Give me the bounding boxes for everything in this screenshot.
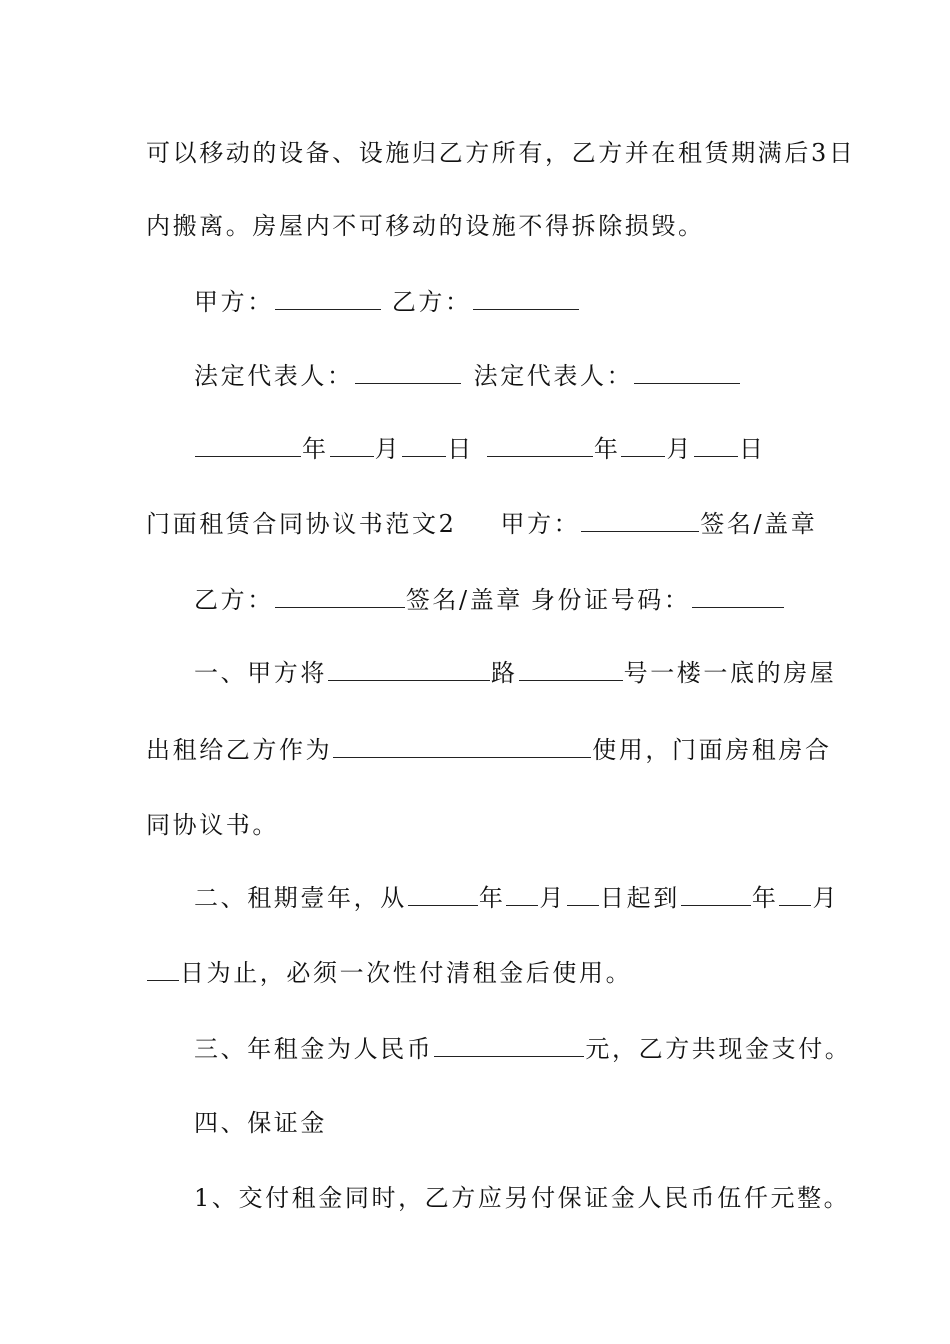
party-b-label: 乙方： [391, 288, 472, 316]
end-month-blank [779, 883, 811, 906]
year-label: 年 [478, 884, 506, 912]
clause-2-line-1 [194, 883, 839, 913]
clause-4-title: 四、保证金 [194, 1109, 327, 1137]
clause-1-line-1 [194, 658, 836, 688]
party-a-blank [581, 509, 699, 532]
sign-seal-label: 签名/盖章 [700, 510, 818, 538]
month-blank [621, 434, 665, 457]
paragraph-text: 可以移动的设备、设施归乙方所有，乙方并在租赁期满后3日 [146, 139, 856, 167]
signature-line-representatives [194, 361, 741, 391]
month-label: 月 [374, 435, 402, 463]
day-blank [402, 434, 446, 457]
id-number-blank [692, 585, 784, 608]
year-blank [487, 434, 593, 457]
year-label: 年 [593, 435, 621, 463]
party-b-blank [473, 287, 579, 310]
rep-b-blank [634, 361, 740, 384]
signature-line-dates [194, 434, 766, 464]
clause-2-prefix: 二、租期壹年，从 [194, 884, 407, 912]
clause-2-line2-suffix: 日为止，必须一次性付清租金后使用。 [180, 959, 633, 987]
month-blank [330, 434, 374, 457]
rent-amount-blank [434, 1034, 584, 1057]
number-blank [519, 658, 623, 681]
clause-1-line-3 [146, 810, 279, 840]
clause-1-line2-suffix: 使用，门面房租房合 [592, 736, 832, 764]
rep-b-label: 法定代表人： [473, 362, 634, 390]
party-b-line [194, 585, 785, 615]
month-label: 月 [666, 435, 694, 463]
contract-title-line [146, 509, 817, 539]
day-label: 日 [447, 435, 474, 463]
signature-line-parties [194, 287, 580, 317]
party-b-label: 乙方： [194, 586, 274, 614]
contract-title: 门面租赁合同协议书范文2 [146, 510, 457, 538]
year-blank [195, 434, 301, 457]
road-label: 路 [491, 659, 518, 687]
day-label: 日 [739, 435, 766, 463]
clause-1-prefix: 一、甲方将 [194, 659, 327, 687]
sign-seal-label: 签名/盖章 [405, 586, 523, 614]
clause-1-suffix: 号一楼一底的房屋 [623, 659, 837, 687]
clause-4-1-text: 1、交付租金同时，乙方应另付保证金人民币伍仟元整。 [194, 1184, 851, 1212]
paragraph-line [146, 211, 705, 241]
clause-3-suffix: 元，乙方共现金支付。 [585, 1035, 852, 1063]
clause-1-line3: 同协议书。 [146, 811, 279, 839]
party-b-blank [275, 585, 405, 608]
party-a-label: 甲方： [194, 288, 274, 316]
usage-blank [333, 735, 591, 758]
end-day-blank [147, 958, 179, 981]
end-year-blank [681, 883, 751, 906]
year-label: 年 [302, 435, 329, 463]
day-from-label: 日起到 [600, 884, 680, 912]
road-blank [328, 658, 490, 681]
paragraph-text: 内搬离。房屋内不可移动的设施不得拆除损毁。 [146, 212, 705, 240]
paragraph-line [146, 138, 855, 168]
clause-3-prefix: 三、年租金为人民币 [194, 1035, 434, 1063]
start-day-blank [567, 883, 599, 906]
party-a-label: 甲方： [500, 510, 581, 538]
clause-1-line-2 [146, 735, 832, 765]
clause-1-line2-prefix: 出租给乙方作为 [146, 736, 333, 764]
party-a-blank [275, 287, 381, 310]
clause-2-line-2 [146, 958, 632, 988]
day-blank [694, 434, 738, 457]
year-label: 年 [751, 884, 779, 912]
clause-4-title-line [194, 1108, 327, 1138]
rep-a-label: 法定代表人： [194, 362, 354, 390]
month-label: 月 [812, 884, 840, 912]
start-month-blank [506, 883, 538, 906]
month-label: 月 [539, 884, 567, 912]
start-year-blank [408, 883, 478, 906]
clause-3-line [194, 1034, 851, 1064]
rep-a-blank [355, 361, 461, 384]
id-number-label: 身份证号码： [530, 586, 691, 614]
clause-4-1-line [194, 1183, 850, 1213]
